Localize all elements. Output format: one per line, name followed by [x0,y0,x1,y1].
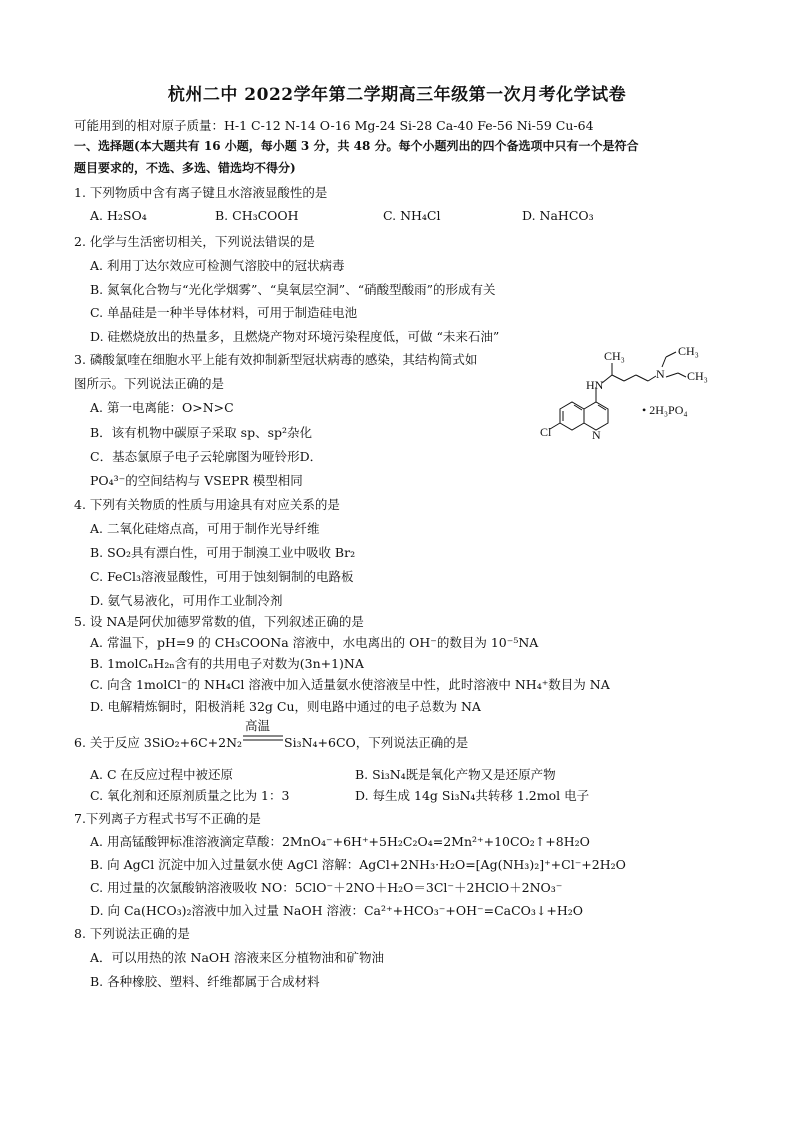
q5-option-c: C. 向含 1molCl⁻的 NH₄Cl 溶液中加入适量氨水使溶液呈中性，此时溶液中 NH₄⁺数目为 NA [90,677,610,692]
q3-option-c: C．基态氯原子电子云轮廓图为哑铃形D． [90,449,323,464]
q8-stem: 8. 下列说法正确的是 [74,926,190,941]
q1-option-b: B. CH₃COOH [215,208,299,223]
q7-option-b: B. 向 AgCl 沉淀中加入过量氨水使 AgCl 溶解：AgCl+2NH₃·H₂O=[Ag(NH₃)₂]⁺+Cl⁻+2H₂O [90,857,626,872]
q4-option-b: B. SO₂具有漂白性，可用于制溴工业中吸收 Br₂ [90,545,356,560]
mol-hn: HN [586,378,604,392]
q1-option-c: C. NH₄Cl [383,208,441,223]
equilibrium-equals-sign [243,733,283,743]
mol-ch3-top: CH₃ [604,349,625,363]
q8-option-b: B. 各种橡胶、塑料、纤维都属于合成材料 [90,974,320,989]
q6-stem-pre: 6. 关于反应 3SiO₂+6C+2N₂ [74,735,243,750]
q7-option-c: C. 用过量的次氯酸钠溶液吸收 NO：5ClO⁻＋2NO＋H₂O＝3Cl⁻＋2HClO＋2NO₃⁻ [90,880,563,895]
q2-option-a: A. 利用丁达尔效应可检测气溶胶中的冠状病毒 [90,258,345,273]
q7-stem: 7.下列离子方程式书写不正确的是 [74,811,261,826]
q4-option-a: A. 二氧化硅熔点高，可用于制作光导纤维 [90,521,320,536]
q7-option-a: A. 用高锰酸钾标准溶液滴定草酸：2MnO₄⁻+6H⁺+5H₂C₂O₄=2Mn²⁺+10CO₂↑+8H₂O [90,834,590,849]
mol-salt: • 2H₃PO₄ [642,403,688,417]
page-title: 杭州二中 2022学年第二学期高三年级第一次月考化学试卷 [167,85,627,105]
q1-option-d: D. NaHCO₃ [522,208,594,223]
section-heading-line1: 一、选择题(本大题共有 16 小题，每小题 3 分，共 48 分。每个小题列出的四个备选项中只有一个是符合 [74,139,639,153]
q3-option-b: B．该有机物中碳原子采取 sp、sp²杂化 [90,425,313,440]
q6-option-b: B. Si₃N₄既是氧化产物又是还原产物 [355,767,556,782]
q6-option-d: D. 每生成 14g Si₃N₄共转移 1.2mol 电子 [355,788,590,803]
atomic-masses-line: 可能用到的相对原子质量：H-1 C-12 N-14 O-16 Mg-24 Si-28 Ca-40 Fe-56 Ni-59 Cu-64 [74,118,594,133]
benzene-ring [560,402,584,430]
mol-ch3-r1: CH₃ [678,344,699,358]
q2-stem: 2. 化学与生活密切相关，下列说法错误的是 [74,234,315,249]
q5-option-a: A. 常温下，pH=9 的 CH₃COONa 溶液中，水电离出的 OH⁻的数目为 10⁻⁵NA [90,635,539,650]
q6-stem-post: Si₃N₄+6CO，下列说法正确的是 [284,735,469,750]
q6-option-c: C. 氧化剂和还原剂质量之比为 1：3 [90,788,290,803]
q8-option-a: A．可以用热的浓 NaOH 溶液来区分植物油和矿物油 [90,950,385,965]
q3-option-d: PO₄³⁻的空间结构与 VSEPR 模型相同 [90,473,303,488]
mol-cl: Cl [540,425,552,439]
q1-option-a: A. H₂SO₄ [90,208,147,223]
q5-option-b: B. 1molCₙH₂ₙ含有的共用电子对数为(3n+1)NA [90,656,364,671]
pyridine-ring [584,402,608,430]
q4-option-d: D. 氨气易液化，可用作工业制冷剂 [90,593,283,608]
chloroquine-phosphate-structure [532,343,732,443]
q5-option-d: D. 电解精炼铜时，阳极消耗 32g Cu，则电路中通过的电子总数为 NA [90,699,481,714]
q2-option-d: D. 硅燃烧放出的热量多，且燃烧产物对环境污染程度低，可做 “未来石油” [90,329,500,344]
q2-option-c: C. 单晶硅是一种半导体材料，可用于制造硅电池 [90,305,358,320]
q3-stem-line1: 3. 磷酸氯喹在细胞水平上能有效抑制新型冠状病毒的感染，其结构简式如 [74,352,478,367]
mol-ch3-r2: CH₃ [687,369,708,383]
q6-reaction-condition: 高温 [245,718,271,733]
q4-option-c: C. FeCl₃溶液显酸性，可用于蚀刻铜制的电路板 [90,569,354,584]
q3-option-a: A. 第一电离能：O>N>C [90,400,234,415]
mol-ring-n: N [592,428,601,442]
q3-stem-line2: 图所示。下列说法正确的是 [74,376,225,391]
q1-stem: 1. 下列物质中含有离子键且水溶液显酸性的是 [74,185,328,200]
section-heading-line2: 题目要求的，不选、多选、错选均不得分) [74,161,296,175]
q4-stem: 4. 下列有关物质的性质与用途具有对应关系的是 [74,497,340,512]
q5-stem: 5. 设 NA是阿伏加德罗常数的值，下列叙述正确的是 [74,614,364,629]
mol-amine-n: N [656,367,665,381]
q7-option-d: D. 向 Ca(HCO₃)₂溶液中加入过量 NaOH 溶液：Ca²⁺+HCO₃⁻+OH⁻=CaCO₃↓+H₂O [90,903,584,918]
q6-option-a: A. C 在反应过程中被还原 [90,767,234,782]
q2-option-b: B. 氮氧化合物与“光化学烟雾”、“臭氧层空洞”、“硝酸型酸雨”的形成有关 [90,282,496,297]
